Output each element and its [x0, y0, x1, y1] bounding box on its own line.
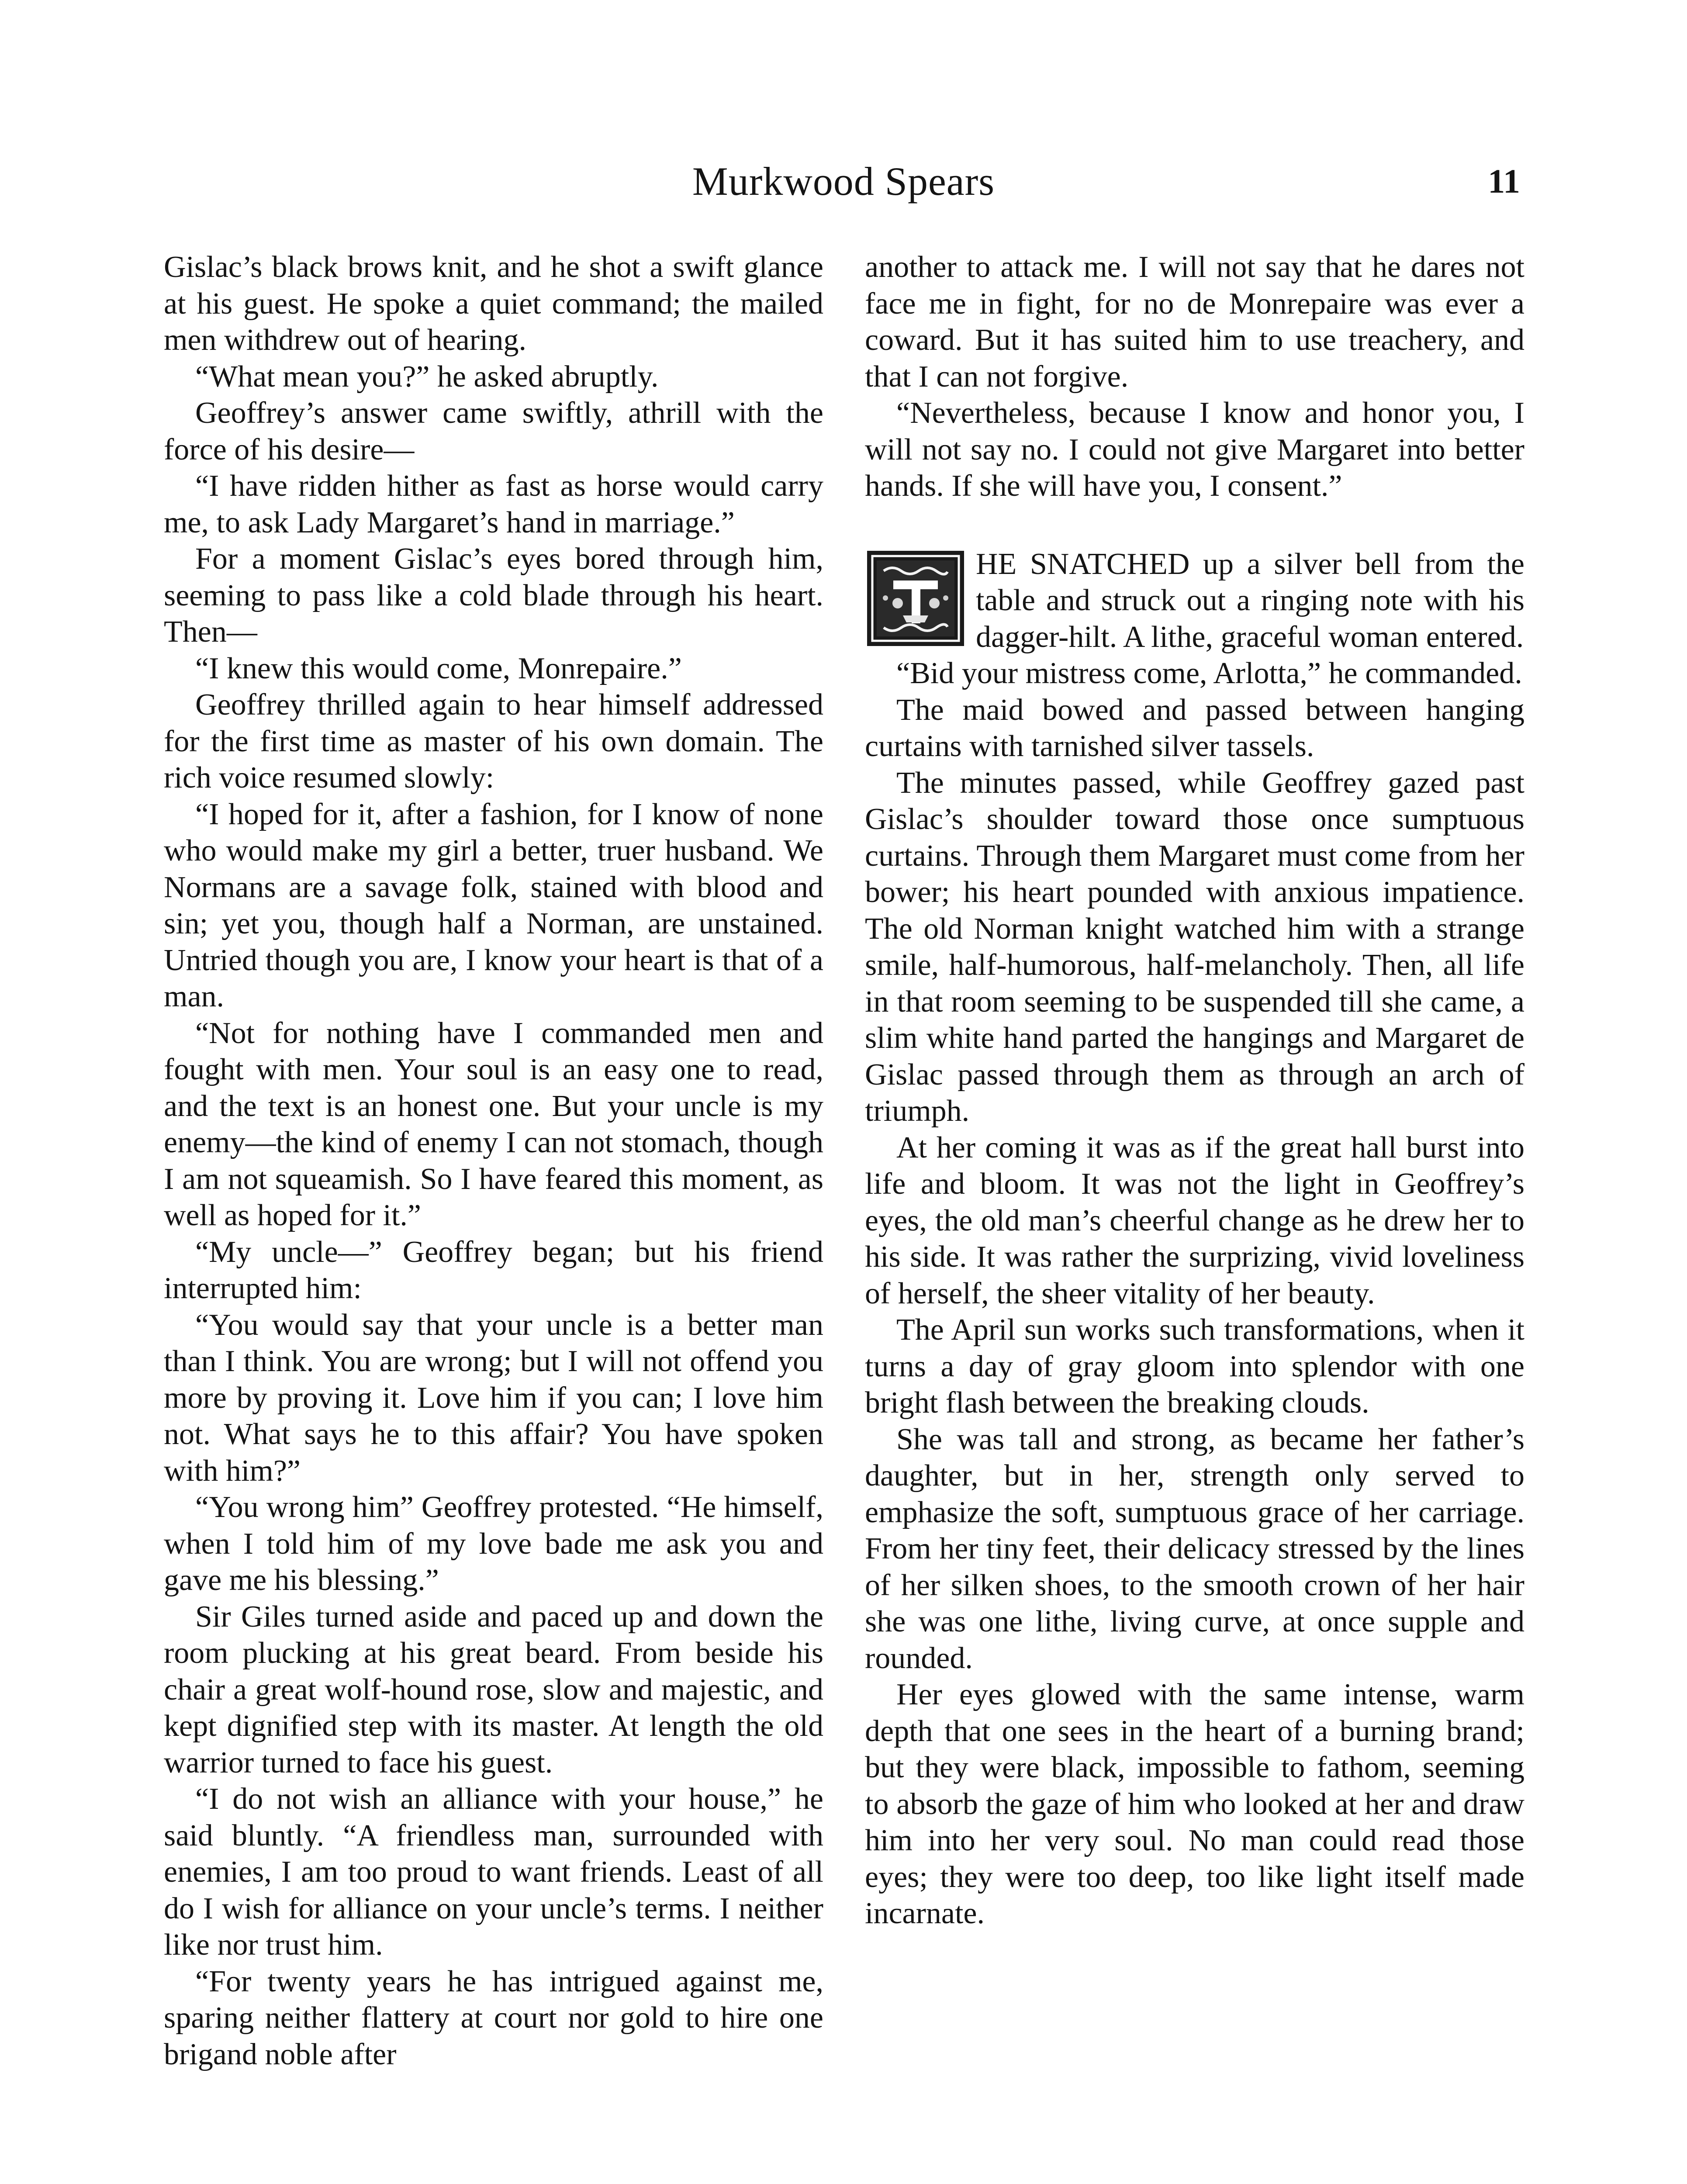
paragraph: “What mean you?” he asked abruptly.	[195, 359, 659, 394]
dropcap-paragraph	[865, 546, 1525, 656]
left-column	[164, 249, 823, 2073]
paragraph: “Bid your mistress come, Arlotta,” he commanded.	[896, 657, 1522, 690]
paragraph: For a moment Gislac’s eyes bored through him, seeming to pass like a cold blade through his heart. Then—	[164, 542, 823, 649]
paragraph: “I have ridden hither as fast as horse would carry me, to ask Lady Margaret’s hand in marriage.”	[164, 469, 823, 539]
paragraph: “For twenty years he has intrigued against me, sparing neither flattery at court nor gold to hire one brigand noble after	[164, 1964, 823, 2071]
paragraph: The minutes passed, while Geoffrey gazed past Gislac’s shoulder toward those once sumptuous curtains. Through them Margaret must come from her bower; his heart pounded with anxious impatience. The old Norman knight watched him with a strange smile, half-humorous, half-melancholy. Then, all life in that room seeming to be suspended till she came, a slim white hand parted the hangings and Margaret de Gislac passed through them as through an arch of triumph.	[865, 766, 1525, 1128]
running-title: Murkwood Spears	[692, 159, 995, 204]
paragraph: Sir Giles turned aside and paced up and down the room plucking at his great beard. From beside his chair a great wolf-hound rose, slow and majestic, and kept dignified step with its master. At length the old warrior turned to face his guest.	[164, 1600, 823, 1780]
paragraph: The April sun works such transformations, when it turns a day of gray gloom into splendor with one bright flash between the breaking clouds.	[865, 1313, 1525, 1420]
paragraph: “I knew this would come, Monrepaire.”	[195, 651, 682, 685]
continued-paragraph: another to attack me. I will not say that he dares not face me in fight, for no de Monrepaire was ever a coward. But it has suited him to use treachery, and that I can not forgive.	[865, 250, 1525, 394]
paragraph: “Not for nothing have I commanded men and fought with men. Your soul is an easy one to read, and the text is an honest one. But your uncle is my enemy—the kind of enemy I can not stomach, though I am not squeamish. So I have feared this moment, as well as hoped for it.”	[164, 1016, 823, 1232]
paragraph: She was tall and strong, as became her father’s daughter, but in her, strength only served to emphasize the soft, sumptuous grace of her carriage. From her tiny feet, their delicacy stressed by the lines of her silken shoes, to the smooth crown of her hair she was one lithe, living curve, at once supple and rounded.	[865, 1422, 1525, 1675]
paragraph: Geoffrey thrilled again to hear himself addressed for the first time as master of his own domain. The rich voice resumed slowly:	[164, 688, 823, 795]
paragraph: “You would say that your uncle is a better man than I think. You are wrong; but I will not offend you more by proving it. Love him if you can; I love him not. What says he to this affair? You have spoken with him?”	[164, 1308, 823, 1488]
paragraph: The maid bowed and passed between hanging curtains with tarnished silver tassels.	[865, 693, 1525, 763]
dropcap-rest: up a silver bell from the table and struck out a ringing note with his dagger-hilt. A lithe, graceful woman entered.	[976, 547, 1525, 654]
decorative-initial-t-icon	[865, 549, 966, 648]
paragraph: At her coming it was as if the great hall burst into life and bloom. It was not the light in Geoffrey’s eyes, the old man’s cheerful change as he drew her to his side. It was rather the surprizing, vivid loveliness of herself, the sheer vitality of her beauty.	[865, 1130, 1525, 1310]
page-number: 11	[1488, 162, 1520, 200]
paragraph: Geoffrey’s answer came swiftly, athrill with the force of his desire—	[164, 396, 823, 467]
paragraph: “My uncle—” Geoffrey began; but his friend interrupted him:	[164, 1235, 823, 1305]
paragraph: Gislac’s black brows knit, and he shot a swift glance at his guest. He spoke a quiet command; the mailed men withdrew out of hearing.	[164, 250, 823, 357]
page-header	[0, 155, 1687, 207]
right-column	[865, 249, 1525, 1932]
paragraph: Her eyes glowed with the same intense, warm depth that one sees in the heart of a burning brand; but they were black, impossible to fathom, seeming to absorb the gaze of him who looked at her and draw him into her very soul. No man could read those eyes; they were too deep, too like light itself made incarnate.	[865, 1678, 1525, 1930]
dropcap-opening: HE SNATCHED	[976, 547, 1190, 581]
paragraph: “You wrong him” Geoffrey protested. “He himself, when I told him of my love bade me ask you and gave me his blessing.”	[164, 1490, 823, 1597]
paragraph: “Nevertheless, because I know and honor you, I will not say no. I could not give Margaret into better hands. If she will have you, I consent.”	[865, 396, 1525, 503]
paragraph: “I do not wish an alliance with your house,” he said bluntly. “A friendless man, surrounded with enemies, I am too proud to want friends. Least of all do I wish for alliance on your uncle’s terms. I neither like nor trust him.	[164, 1782, 823, 1962]
paragraph: “I hoped for it, after a fashion, for I know of none who would make my girl a better, truer husband. We Normans are a savage folk, stained with blood and sin; yet you, though half a Norman, are unstained. Untried though you are, I know your heart is that of a man.	[164, 797, 823, 1013]
